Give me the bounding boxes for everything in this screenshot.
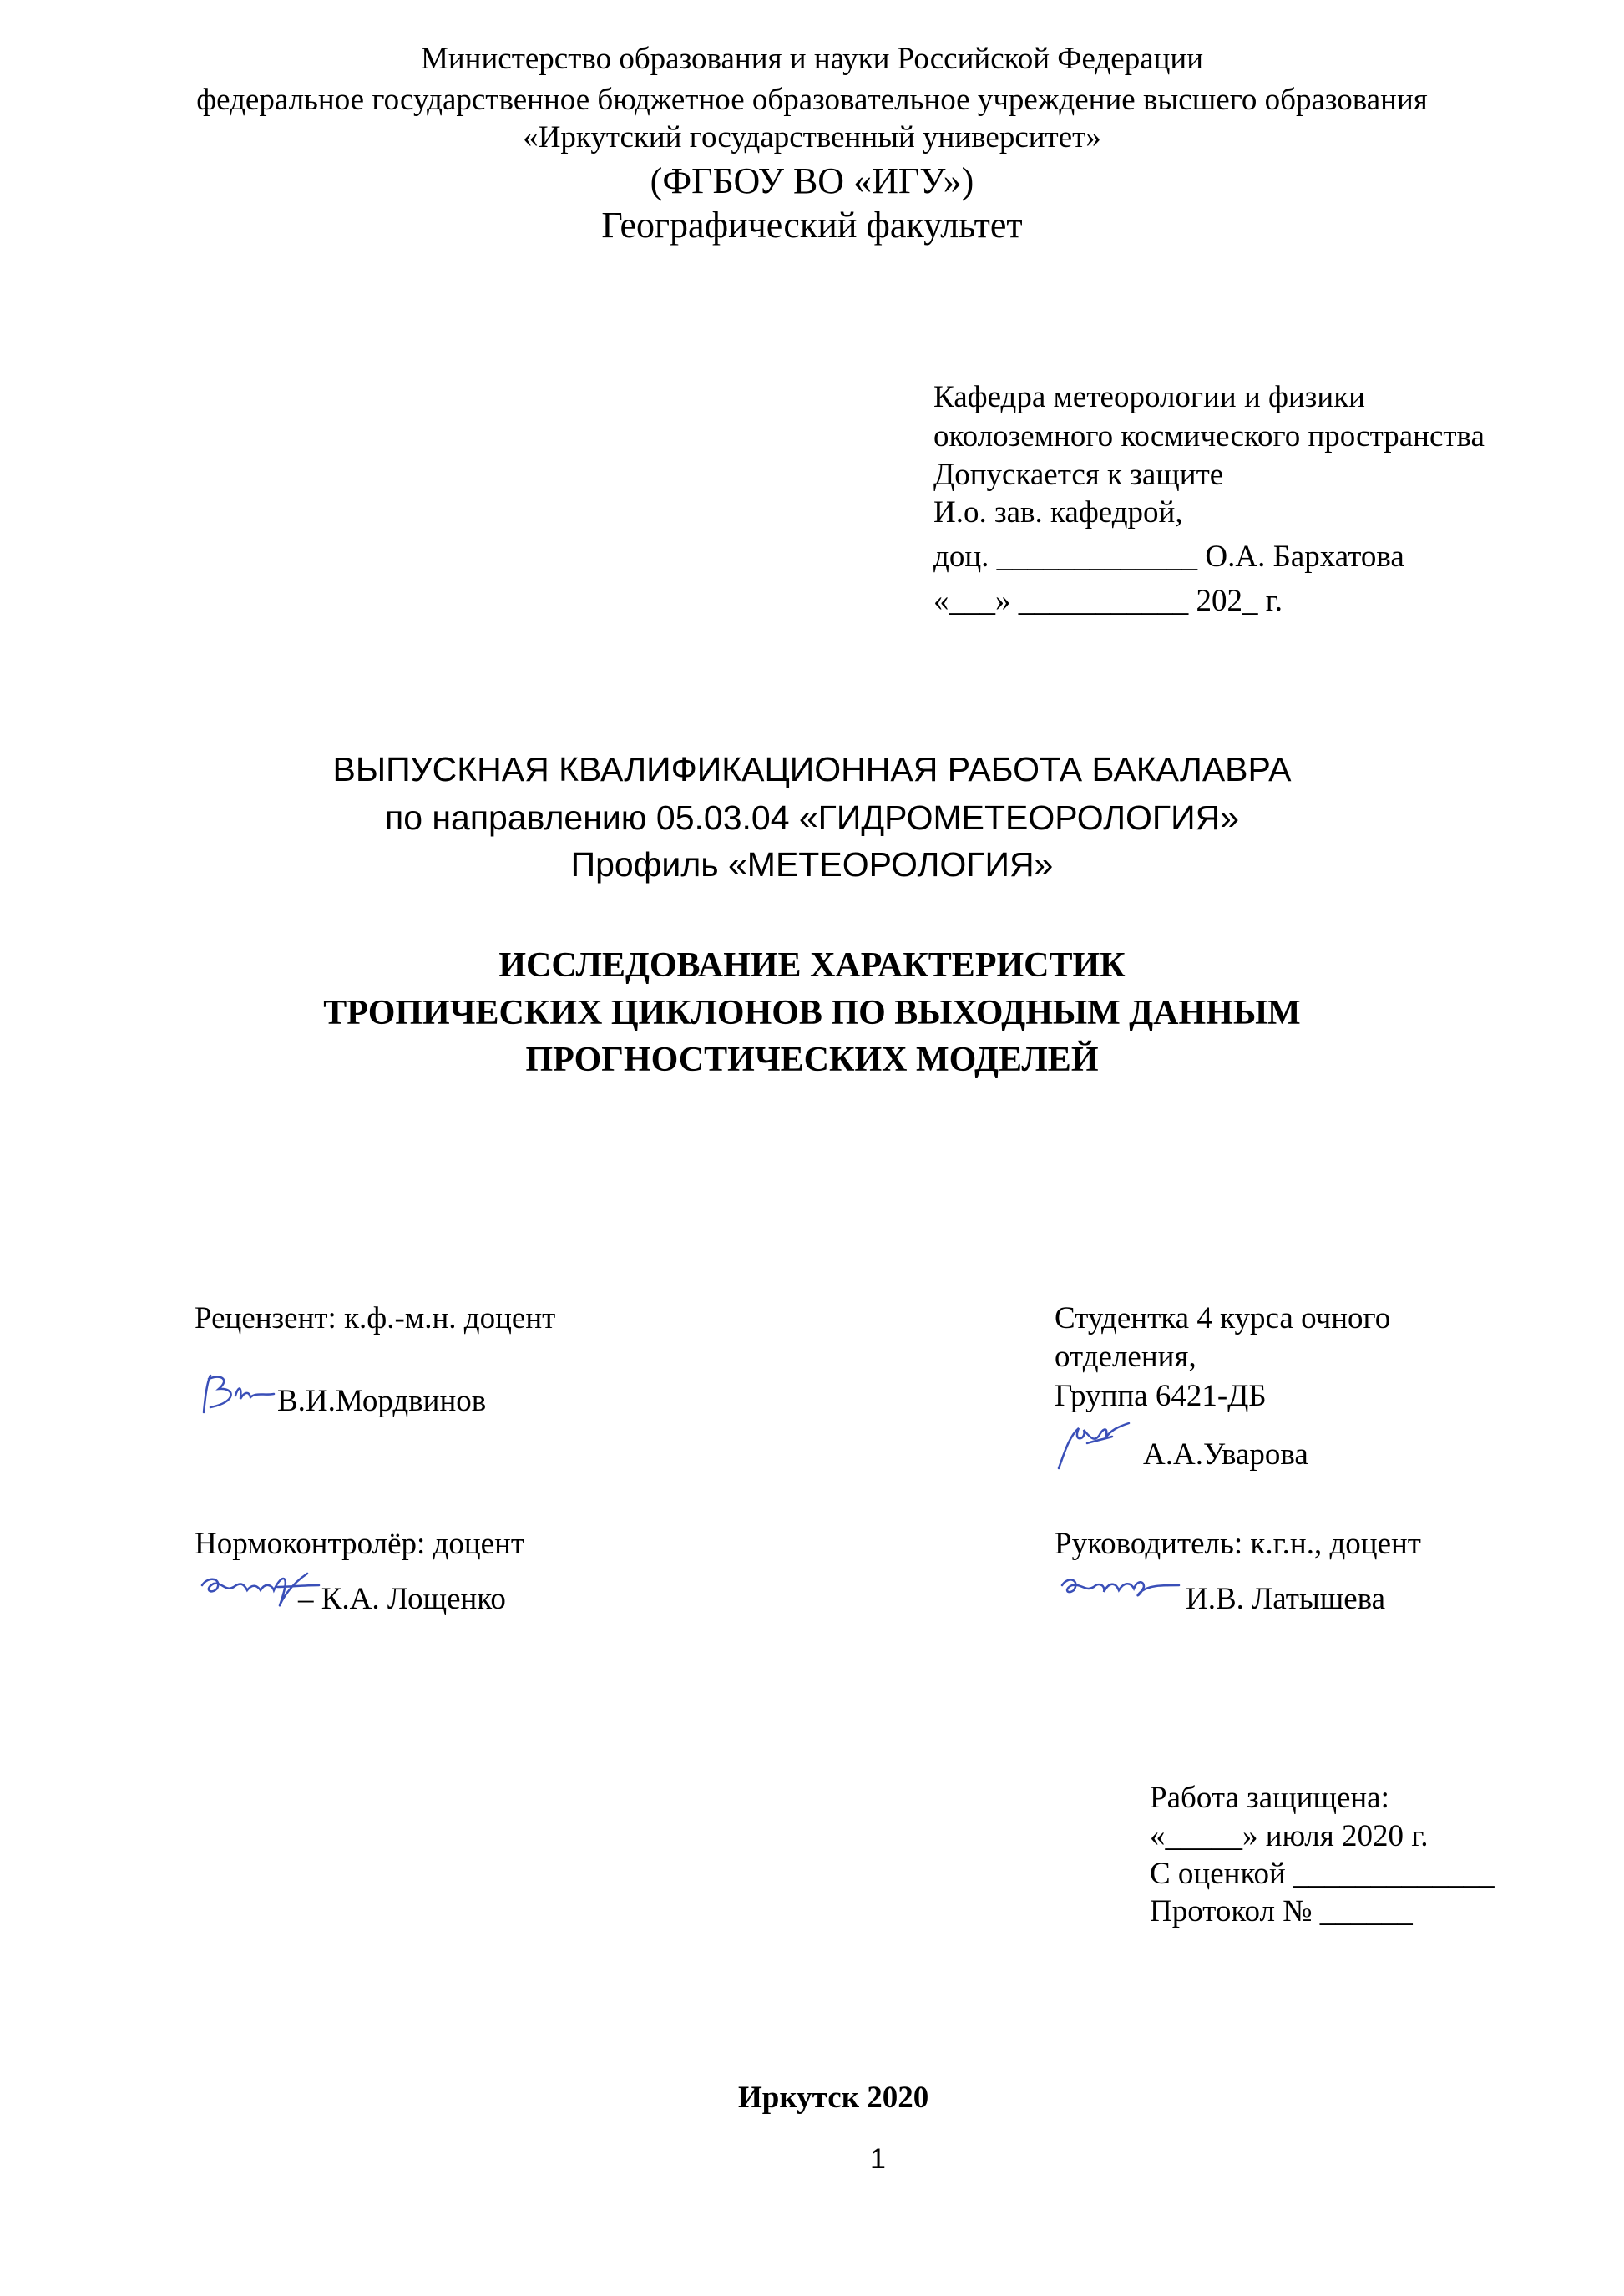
department-line-2: околоземного космического пространства — [933, 419, 1485, 454]
defense-protocol: Протокол № ______ — [1150, 1894, 1413, 1929]
supervisor-name: И.В. Латышева — [1186, 1582, 1386, 1616]
date-line: «___» ___________ 202_ г. — [933, 584, 1283, 618]
student-department: отделения, — [1055, 1340, 1196, 1374]
admission-line: Допускается к защите — [933, 458, 1224, 492]
institution-type-line: федеральное государственное бюджетное образовательное учреждение высшего образования — [196, 83, 1428, 117]
norm-controller-role: Нормоконтролёр: доцент — [195, 1527, 525, 1561]
university-abbreviation: (ФГБОУ ВО «ИГУ») — [650, 160, 974, 201]
norm-controller-name: – К.А. Лощенко — [298, 1582, 506, 1616]
thesis-title-line-1: ИССЛЕДОВАНИЕ ХАРАКТЕРИСТИК — [498, 946, 1126, 985]
department-line-1: Кафедра метеорологии и физики — [933, 380, 1365, 414]
university-line: «Иркутский государственный университет» — [523, 120, 1101, 155]
ministry-line: Министерство образования и науки Российской Федерации — [420, 42, 1204, 76]
thesis-title-line-2: ТРОПИЧЕСКИХ ЦИКЛОНОВ ПО ВЫХОДНЫМ ДАННЫМ — [323, 994, 1301, 1032]
supervisor-role: Руководитель: к.г.н., доцент — [1055, 1527, 1421, 1561]
student-course: Студентка 4 курса очного — [1055, 1301, 1391, 1336]
page-number: 1 — [870, 2143, 886, 2175]
acting-head-line: И.о. зав. кафедрой, — [933, 495, 1183, 530]
head-signature-line: доц. _____________ О.А. Бархатова — [933, 540, 1404, 574]
faculty-line: Географический факультет — [601, 205, 1023, 246]
reviewer-role: Рецензент: к.ф.-м.н. доцент — [195, 1301, 556, 1336]
work-direction: по направлению 05.03.04 «ГИДРОМЕТЕОРОЛОГИЯ» — [385, 798, 1239, 837]
reviewer-name: В.И.Мордвинов — [277, 1384, 487, 1418]
supervisor-signature — [1057, 1570, 1182, 1607]
student-group: Группа 6421-ДБ — [1055, 1379, 1267, 1413]
student-signature — [1054, 1418, 1133, 1473]
thesis-title-line-3: ПРОГНОСТИЧЕСКИХ МОДЕЛЕЙ — [525, 1041, 1099, 1079]
defense-status: Работа защищена: — [1150, 1781, 1389, 1815]
reviewer-signature — [197, 1371, 276, 1419]
student-name: А.А.Уварова — [1143, 1437, 1308, 1472]
work-profile: Профиль «МЕТЕОРОЛОГИЯ» — [570, 845, 1054, 884]
work-type: ВЫПУСКНАЯ КВАЛИФИКАЦИОННАЯ РАБОТА БАКАЛАВРА — [332, 750, 1292, 788]
defense-grade: С оценкой _____________ — [1150, 1857, 1495, 1891]
defense-date: «_____» июля 2020 г. — [1150, 1819, 1429, 1853]
city-year: Иркутск 2020 — [738, 2081, 929, 2115]
